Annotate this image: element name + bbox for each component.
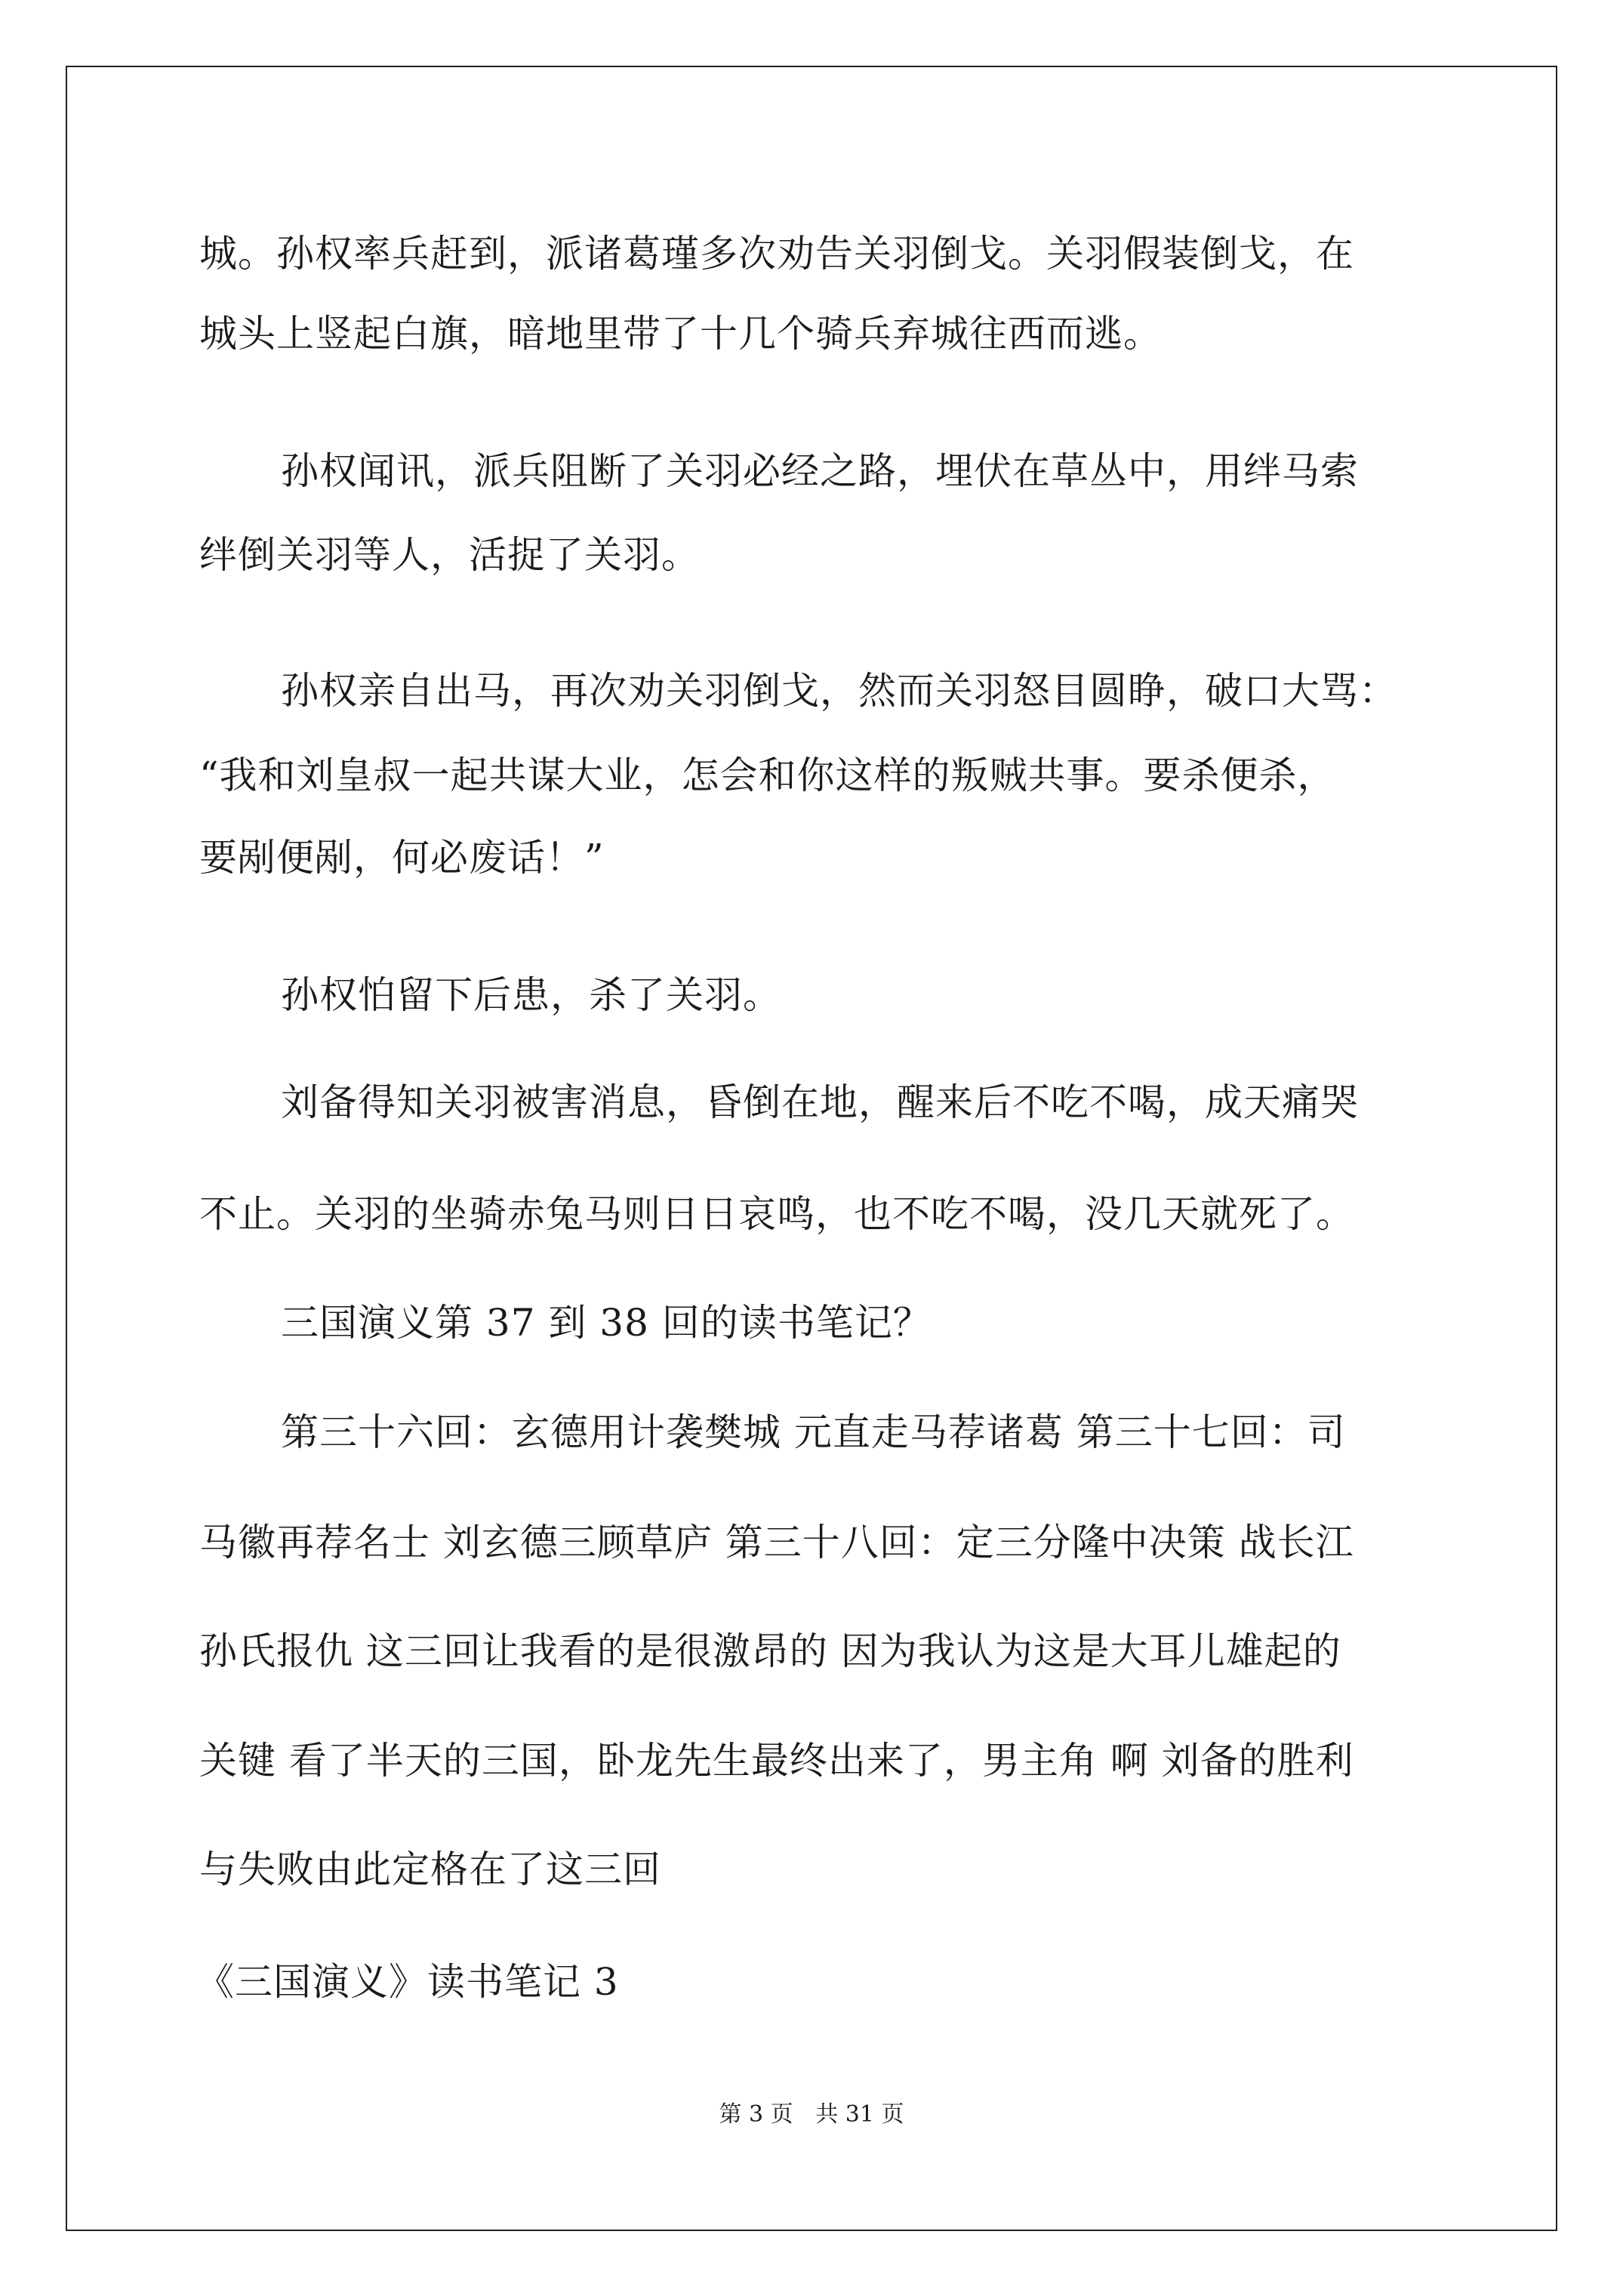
paragraph-6-line-1: 三国演义第 37 到 38 回的读书笔记？	[281, 1301, 932, 1345]
page-footer	[0, 2100, 1623, 2130]
paragraph-4-line-1: 孙权怕留下后患，杀了关羽。	[281, 973, 781, 1017]
paragraph-5-line-2: 不止。关羽的坐骑赤兔马则日日哀鸣，也不吃不喝，没几天就死了。	[199, 1192, 1354, 1236]
paragraph-7-line-5: 与失败由此定格在了这三回	[199, 1848, 661, 1891]
paragraph-1-line-1: 城。孙权率兵赶到，派诸葛瑾多次劝告关羽倒戈。关羽假装倒戈，在	[199, 232, 1354, 276]
paragraph-7-line-2: 马徽再荐名士 刘玄德三顾草庐 第三十八回：定三分隆中决策 战长江	[199, 1521, 1354, 1564]
section-heading: 《三国演义》读书笔记 3	[196, 1960, 619, 2004]
paragraph-7-line-1: 第三十六回：玄德用计袭樊城 元直走马荐诸葛 第三十七回：司	[281, 1410, 1346, 1454]
paragraph-5-line-1: 刘备得知关羽被害消息，昏倒在地，醒来后不吃不喝，成天痛哭	[281, 1080, 1359, 1124]
paragraph-7-line-3: 孙氏报仇 这三回让我看的是很激昂的 因为我认为这是大耳儿雄起的	[199, 1629, 1341, 1673]
page-number: 第 3 页	[719, 2101, 793, 2128]
paragraph-3-line-1: 孙权亲自出马，再次劝关羽倒戈，然而关羽怒目圆睁，破口大骂：	[281, 669, 1397, 713]
page-total: 共 31 页	[815, 2101, 904, 2128]
paragraph-3-line-3: 要剐便剐，何必废话！”	[199, 836, 605, 880]
page-border	[66, 66, 1557, 2231]
paragraph-7-line-4: 关键 看了半天的三国，卧龙先生最终出来了，男主角 啊 刘备的胜利	[199, 1739, 1354, 1783]
paragraph-3-line-2: “我和刘皇叔一起共谋大业，怎会和你这样的叛贼共事。要杀便杀，	[199, 754, 1336, 797]
paragraph-1-line-2: 城头上竖起白旗，暗地里带了十几个骑兵弃城往西而逃。	[199, 312, 1162, 356]
paragraph-2-line-2: 绊倒关羽等人，活捉了关羽。	[199, 533, 700, 577]
paragraph-2-line-1: 孙权闻讯，派兵阻断了关羽必经之路，埋伏在草丛中，用绊马索	[281, 449, 1359, 493]
